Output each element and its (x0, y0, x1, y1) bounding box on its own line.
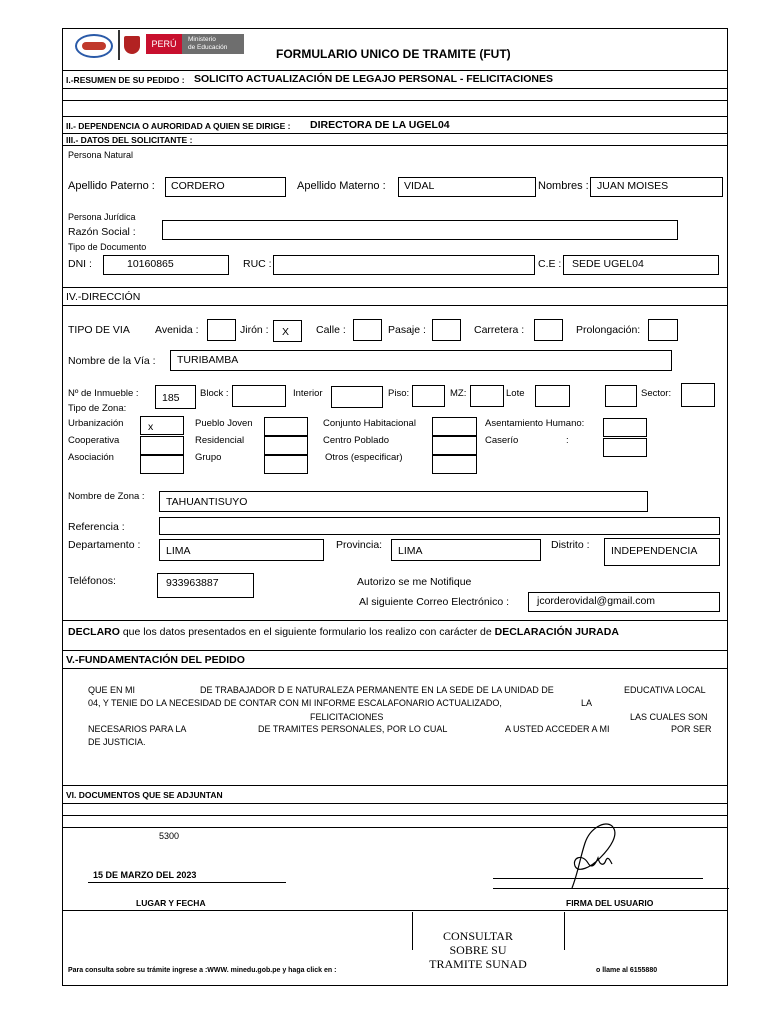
justificacion-line4-c: A USTED ACCEDER A MI (505, 724, 610, 734)
tipo-zona-label: Tipo de Zona: (68, 403, 127, 414)
interior-field[interactable] (331, 386, 383, 408)
firma-line-1 (493, 878, 703, 879)
interior-label: Interior (293, 388, 323, 399)
block-field[interactable] (232, 385, 286, 407)
dni-value: 10160865 (127, 258, 174, 270)
apellido-paterno-value: CORDERO (171, 180, 225, 192)
cooperativa-label: Cooperativa (68, 435, 120, 446)
lote-field[interactable] (535, 385, 570, 407)
section6-label: VI. DOCUMENTOS QUE SE ADJUNTAN (66, 790, 223, 800)
asentamiento-label: Asentamiento Humano: (485, 418, 585, 429)
justificacion-line1-b: DE TRABAJADOR D E NATURALEZA PERMANENTE EN LA SEDE DE LA UNIDAD DE (200, 685, 554, 695)
document-number: 5300 (159, 831, 180, 841)
centro-poblado-box[interactable] (432, 436, 477, 455)
grupo-box[interactable] (264, 455, 308, 474)
consulta-text: Para consulta sobre su trámite ingrese a :WWW. minedu.gob.pe y haga click en : (68, 967, 337, 974)
tipo-via-label: TIPO DE VIA (68, 324, 130, 336)
apellido-paterno-label: Apellido Paterno : (68, 180, 155, 192)
section5-label: V.-FUNDAMENTACIÓN DEL PEDIDO (66, 654, 245, 666)
justificacion-line1-a: QUE EN MI (88, 685, 136, 695)
asociacion-label: Asociación (68, 452, 114, 463)
section2-value: DIRECTORA DE LA UGEL04 (310, 119, 450, 131)
justificacion-line2-b: LA (581, 698, 593, 708)
firma-line-2 (493, 888, 729, 889)
sunad-line2: SOBRE SU (449, 943, 507, 957)
lote-label: Lote (506, 388, 525, 399)
prolongacion-box[interactable] (648, 319, 678, 341)
ruc-label: RUC : (243, 258, 272, 270)
firma-label: FIRMA DEL USUARIO (566, 898, 654, 908)
justificacion-line4-a: NECESARIOS PARA LA (88, 724, 187, 734)
carretera-label: Carretera : (474, 324, 525, 336)
conjunto-box[interactable] (432, 417, 477, 436)
sector-pre-box[interactable] (605, 385, 637, 407)
fecha-value: 15 DE MARZO DEL 2023 (93, 870, 197, 880)
inmueble-label: Nº de Inmueble : (68, 388, 139, 399)
lugar-fecha-label: LUGAR Y FECHA (136, 898, 206, 908)
residencial-label: Residencial (195, 435, 245, 446)
sunad-line1: CONSULTAR (443, 929, 513, 943)
sunad-box-right-border (564, 912, 565, 950)
section4-label: IV.-DIRECCIÓN (66, 291, 141, 303)
sector-label: Sector: (641, 388, 672, 399)
declaro-statement (68, 626, 619, 638)
ministry-logo-line1: Ministerio (188, 36, 216, 43)
telefonos-label: Teléfonos: (68, 575, 116, 587)
caserio-box[interactable] (603, 438, 647, 457)
urbanizacion-label: Urbanización (68, 418, 124, 429)
distrito-value: INDEPENDENCIA (611, 545, 698, 557)
avenida-label: Avenida : (155, 324, 199, 336)
ce-value: SEDE UGEL04 (572, 258, 644, 270)
section1-value: SOLICITO ACTUALIZACIÓN DE LEGAJO PERSONAL - FELICITACIONES (194, 73, 553, 85)
departamento-label: Departamento : (68, 539, 141, 551)
sunad-line3: TRAMITE SUNAD (429, 957, 527, 971)
peru-logo-badge: PERÚ (146, 34, 182, 54)
residencial-box[interactable] (264, 436, 308, 455)
justificacion-line1-c: EDUCATIVA LOCAL (624, 685, 706, 695)
telefono-consulta: o llame al 6155880 (596, 967, 658, 974)
asociacion-box[interactable] (140, 455, 184, 474)
centro-poblado-label: Centro Poblado (323, 435, 390, 446)
departamento-value: LIMA (166, 545, 191, 557)
section2-label: II.- DEPENDENCIA O AURORIDAD A QUIEN SE DIRIGE : (66, 121, 291, 131)
pueblo-joven-label: Pueblo Joven (195, 418, 253, 429)
sector-field[interactable] (681, 383, 715, 407)
sunad-link[interactable] (413, 929, 543, 971)
shield-icon (124, 36, 140, 54)
justificacion-line5-a: DE JUSTICIA. (88, 737, 146, 747)
jiron-label: Jirón : (240, 324, 269, 336)
provincia-value: LIMA (398, 545, 423, 557)
asentamiento-box[interactable] (603, 418, 647, 437)
ce-label: C.E : (538, 258, 562, 270)
apellido-materno-value: VIDAL (404, 180, 435, 192)
form-title: FORMULARIO UNICO DE TRAMITE (FUT) (276, 47, 511, 61)
otros-box[interactable] (432, 455, 477, 474)
minedu-badge-logo (75, 34, 113, 58)
cooperativa-box[interactable] (140, 436, 184, 455)
referencia-label: Referencia : (68, 521, 125, 533)
mz-label: MZ: (450, 388, 467, 399)
justificacion-line3-a: FELICITACIONES (310, 712, 384, 722)
conjunto-label: Conjunto Habitacional (323, 418, 416, 429)
nombre-via-label: Nombre de la Vía : (68, 355, 156, 367)
tipo-documento-label: Tipo de Documento (68, 242, 147, 252)
carretera-box[interactable] (534, 319, 563, 341)
provincia-label: Provincia: (336, 539, 383, 551)
block-label: Block : (200, 388, 229, 399)
nombre-zona-label: Nombre de Zona : (68, 491, 145, 502)
piso-field[interactable] (412, 385, 445, 407)
persona-natural-label: Persona Natural (68, 150, 134, 160)
razon-social-label: Razón Social : (68, 226, 136, 238)
user-signature (560, 818, 630, 893)
correo-value: jcorderovidal@gmail.com (537, 595, 656, 607)
pasaje-box[interactable] (432, 319, 461, 341)
prolongacion-label: Prolongación: (576, 324, 641, 336)
caserio-label: Caserío (485, 435, 519, 446)
justificacion-line4-b: DE TRAMITES PERSONALES, POR LO CUAL (258, 724, 448, 734)
justificacion-line4-d: POR SER (671, 724, 712, 734)
avenida-box[interactable] (207, 319, 236, 341)
ministry-logo-line2: de Educación (188, 44, 228, 51)
caserio-colon: : (566, 435, 569, 446)
ministry-logo-badge (182, 34, 244, 54)
nombres-value: JUAN MOISES (597, 180, 669, 192)
persona-juridica-label: Persona Jurídica (68, 212, 136, 222)
calle-box[interactable] (353, 319, 382, 341)
razon-social-field[interactable] (162, 220, 678, 240)
referencia-field[interactable] (159, 517, 720, 535)
nombre-via-value: TURIBAMBA (177, 354, 239, 366)
justificacion-line2-a: 04, Y TENIE DO LA NECESIDAD DE CONTAR CON MI INFORME ESCALAFONARIO ACTUALIZADO, (88, 698, 502, 708)
otros-label: Otros (especificar) (325, 452, 403, 463)
distrito-label: Distrito : (551, 539, 590, 551)
declaro-keyword: DECLARO (68, 626, 120, 638)
urbanizacion-value: x (148, 421, 154, 433)
jiron-value: X (282, 326, 290, 338)
nombres-label: Nombres : (538, 180, 589, 192)
calle-label: Calle : (316, 324, 346, 336)
nombre-via-field[interactable] (170, 350, 672, 371)
inmueble-value: 185 (162, 392, 180, 404)
urbanizacion-box[interactable] (140, 416, 184, 435)
correo-label: Al siguiente Correo Electrónico : (359, 596, 509, 608)
section3-label: III.- DATOS DEL SOLICITANTE : (66, 135, 193, 145)
autorizo-label: Autorizo se me Notifique (357, 576, 472, 588)
nombre-zona-value: TAHUANTISUYO (166, 496, 248, 508)
dni-label: DNI : (68, 258, 92, 270)
telefonos-value: 933963887 (166, 577, 219, 589)
declaracion-jurada: DECLARACIÓN JURADA (494, 626, 619, 638)
grupo-label: Grupo (195, 452, 222, 463)
apellido-materno-label: Apellido Materno : (297, 180, 386, 192)
ruc-field[interactable] (273, 255, 535, 275)
pasaje-label: Pasaje : (388, 324, 426, 336)
declaro-text: que los datos presentados en el siguiente formulario los realizo con carácter de (122, 626, 492, 638)
pueblo-joven-box[interactable] (264, 417, 308, 436)
justificacion-line3-b: LAS CUALES SON (630, 712, 708, 722)
section1-label: I.-RESUMEN DE SU PEDIDO : (66, 75, 185, 85)
piso-label: Piso: (388, 388, 410, 399)
peru-shield-logo (118, 30, 120, 60)
mz-field[interactable] (470, 385, 504, 407)
fecha-underline (88, 882, 286, 883)
